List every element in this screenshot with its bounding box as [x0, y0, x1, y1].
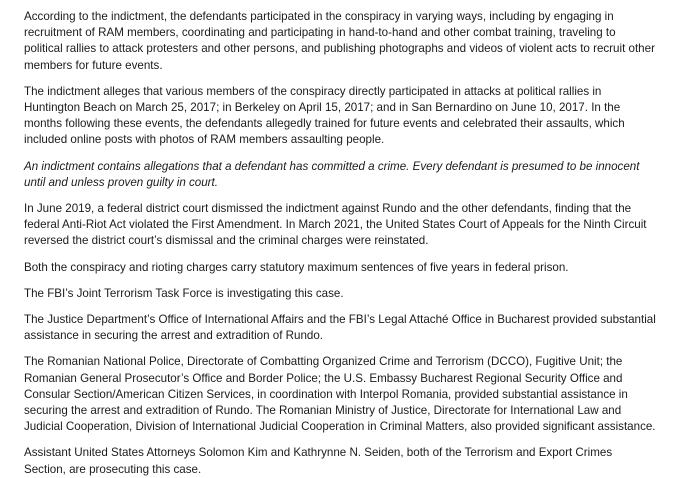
paragraph-court-history: In June 2019, a federal district court dismissed the indictment against Rundo and the other defendants, finding that the federal Anti-Riot Act violated the First Amendment. In March 2021, the United States Court of Appeals for the Ninth Circuit reversed the district court’s dismissal and the criminal charges were reinstated.	[24, 202, 647, 248]
paragraph-investigating-agency: The FBI’s Joint Terrorism Task Force is investigating this case.	[24, 286, 344, 300]
paragraph-sentences: Both the conspiracy and rioting charges carry statutory maximum sentences of five years in federal prison.	[24, 260, 569, 274]
paragraph-romanian-assistance: The Romanian National Police, Directorate of Combatting Organized Crime and Terrorism (DCCO), Fugitive Unit; the Romanian General Prosecutor’s Office and Border Police; the U.S. Embassy Bucharest Regional Security Office and Consular Section/American Citizen Services, in coordination with Interpol Romania, provided substantial assistance in securing the arrest and extradition of Rundo. The Romanian Ministry of Justice, Directorate for International Law and Judicial Cooperation, Division of International Judicial Cooperation in Criminal Matters, also provided significant assistance.	[24, 355, 656, 434]
paragraph-rally-attacks: The indictment alleges that various members of the conspiracy directly participated in attacks at political rallies in Huntington Beach on March 25, 2017; in Berkeley on April 15, 2017; and in San Bernardino on June 10, 2017. In the months following these events, the defendants allegedly trained for future events and celebrated their assaults, which included online posts with photos of RAM members assaulting people.	[24, 84, 625, 147]
paragraph-defendant-roles: According to the indictment, the defendants participated in the conspiracy in varying ways, including by engaging in recruitment of RAM members, coordinating and participating in hand-to-hand and other combat training, traveling to political rallies to attack protesters and other persons, and publishing photographs and videos of violent acts to recruit other members for future events.	[24, 10, 655, 72]
paragraph-indictment-disclaimer: An indictment contains allegations that a defendant has committed a crime. Every defendant is presumed to be innocent until and unless proven guilty in court.	[24, 159, 640, 189]
paragraph-oia-assistance: The Justice Department’s Office of International Affairs and the FBI’s Legal Attaché Office in Bucharest provided substantial assistance in securing the arrest and extradition of Rundo.	[24, 313, 656, 343]
paragraph-prosecutors: Assistant United States Attorneys Solomon Kim and Kathrynne N. Seiden, both of the Terrorism and Export Crimes Section, are prosecuting this case.	[24, 446, 613, 476]
